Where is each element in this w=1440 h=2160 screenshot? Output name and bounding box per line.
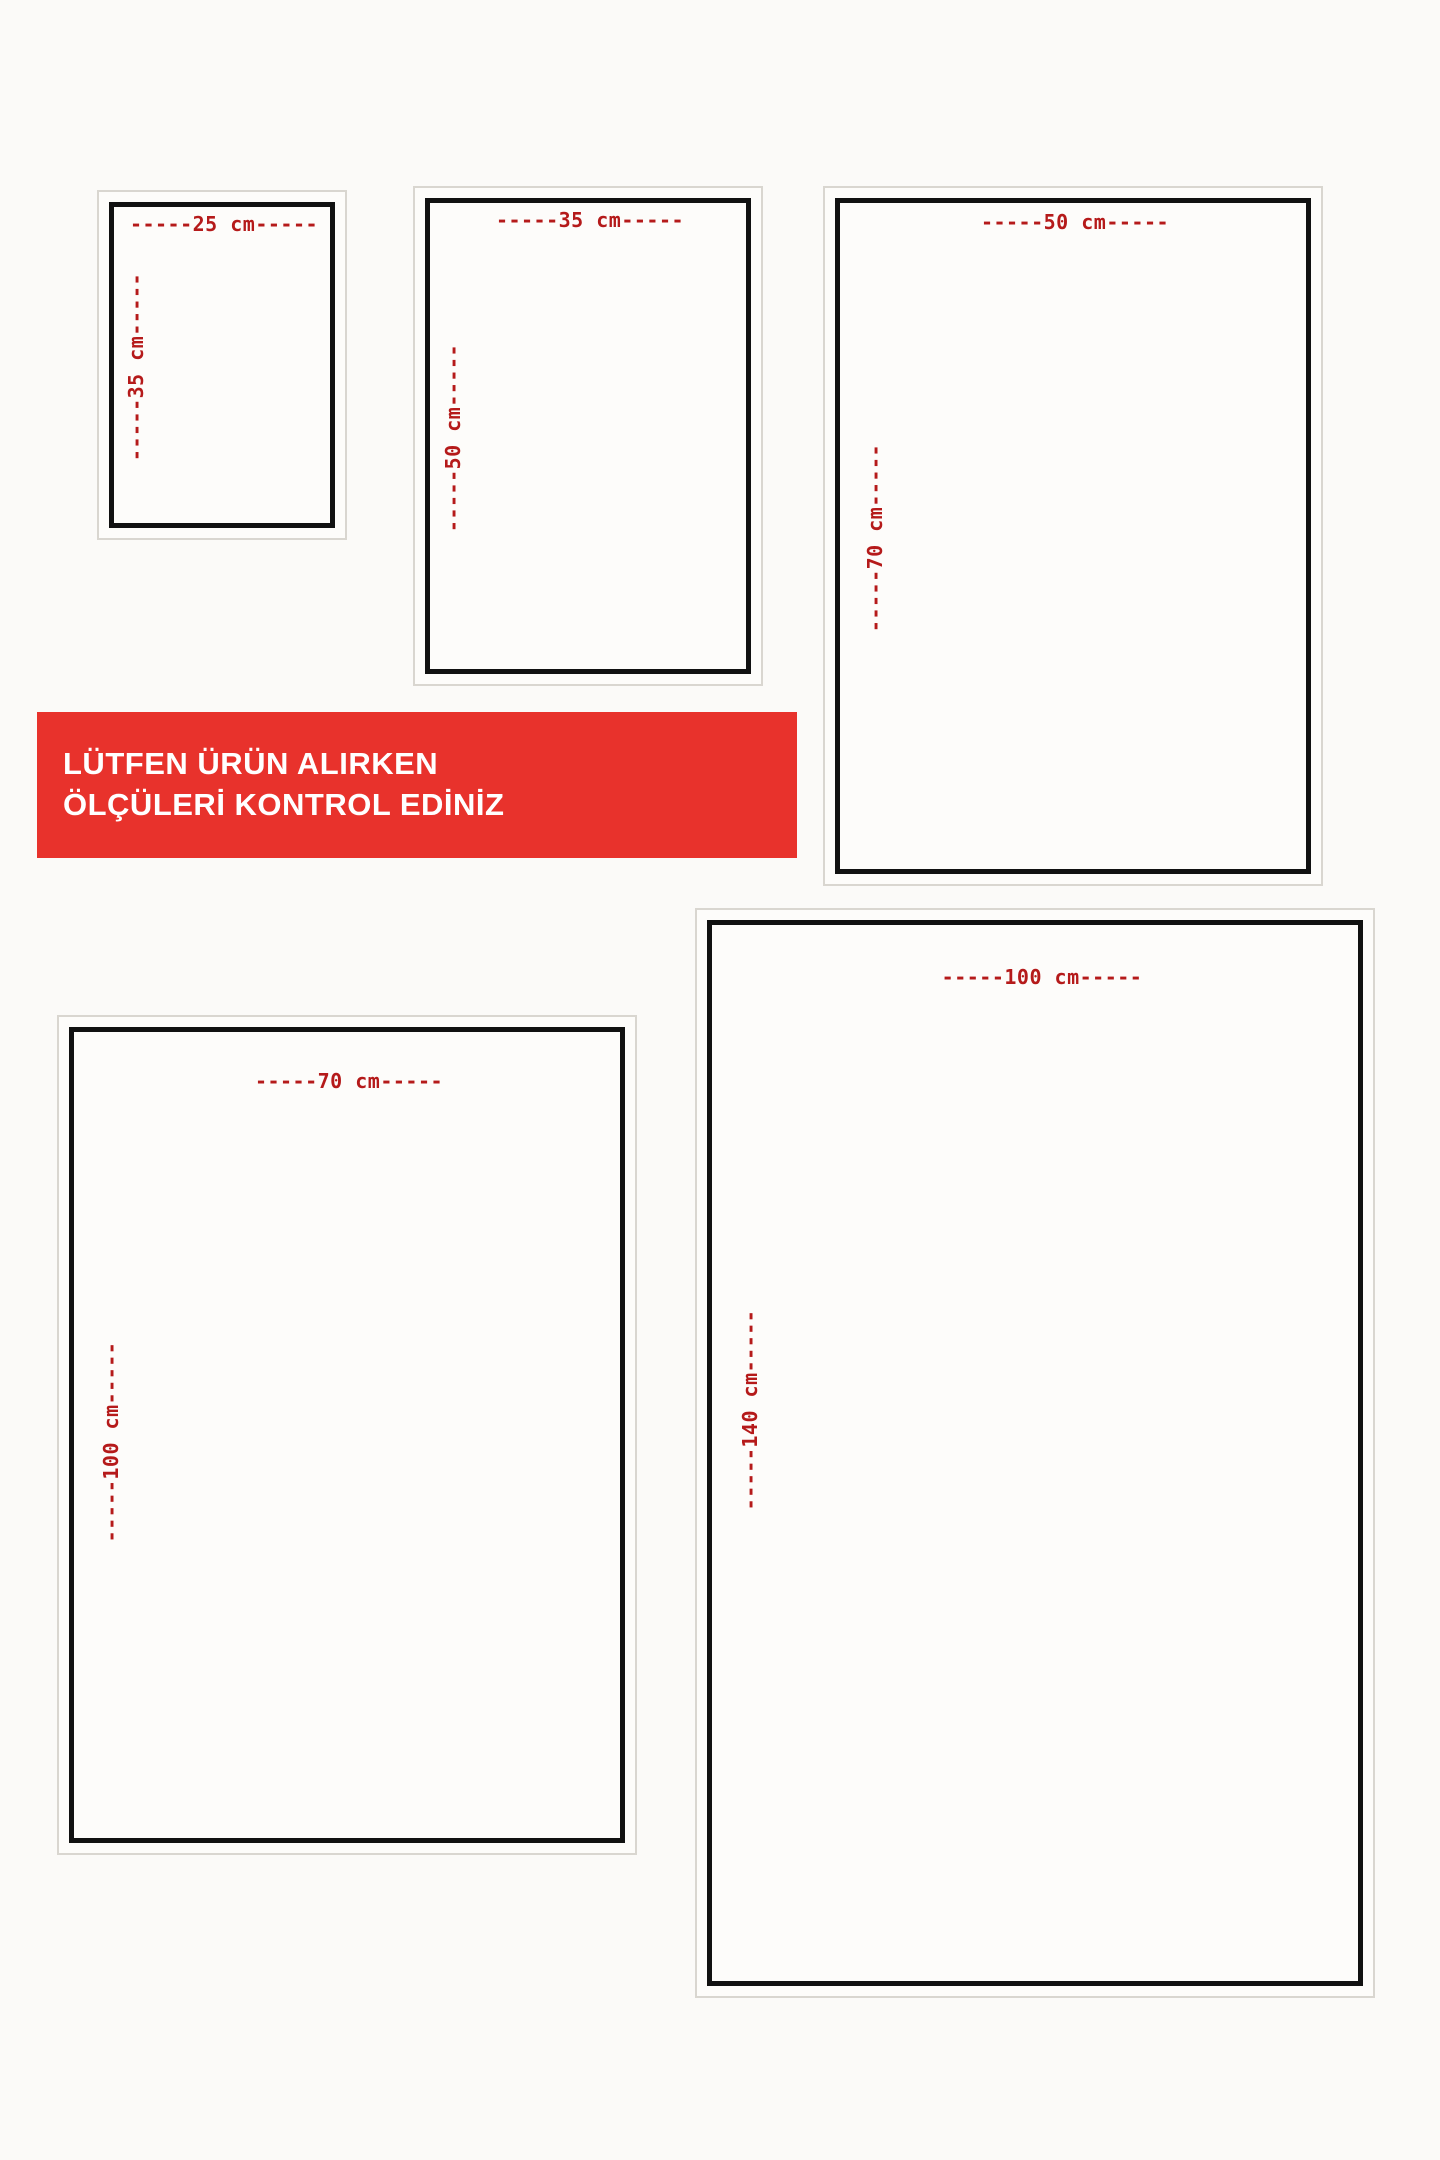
frame-100x140-inner (707, 920, 1363, 1986)
warning-banner (37, 712, 797, 858)
frame-100x140[interactable] (695, 908, 1375, 1998)
frame-50x70[interactable] (823, 186, 1323, 886)
frame-25x35-width-label: -----25 cm----- (129, 212, 319, 236)
frame-35x50-width-label: -----35 cm----- (495, 208, 685, 232)
frame-25x35[interactable] (97, 190, 347, 540)
frame-70x100-height-label: -----100 cm----- (99, 1341, 123, 1543)
frame-50x70-inner (835, 198, 1311, 874)
frame-70x100-width-label: -----70 cm----- (254, 1069, 444, 1093)
frame-100x140-width-label: -----100 cm----- (941, 965, 1143, 989)
frame-50x70-width-label: -----50 cm----- (980, 210, 1170, 234)
warning-banner-line-1: LÜTFEN ÜRÜN ALIRKEN (63, 746, 439, 782)
frame-35x50-inner (425, 198, 751, 674)
frame-50x70-height-label: -----70 cm----- (863, 443, 887, 633)
warning-banner-line-2: ÖLÇÜLERİ KONTROL EDİNİZ (63, 787, 505, 822)
frame-70x100-inner (69, 1027, 625, 1843)
frame-35x50-height-label: -----50 cm----- (441, 343, 465, 533)
frame-100x140-height-label: -----140 cm----- (738, 1309, 762, 1511)
frame-70x100[interactable] (57, 1015, 637, 1855)
frame-35x50[interactable] (413, 186, 763, 686)
frame-25x35-height-label: -----35 cm----- (124, 272, 148, 462)
